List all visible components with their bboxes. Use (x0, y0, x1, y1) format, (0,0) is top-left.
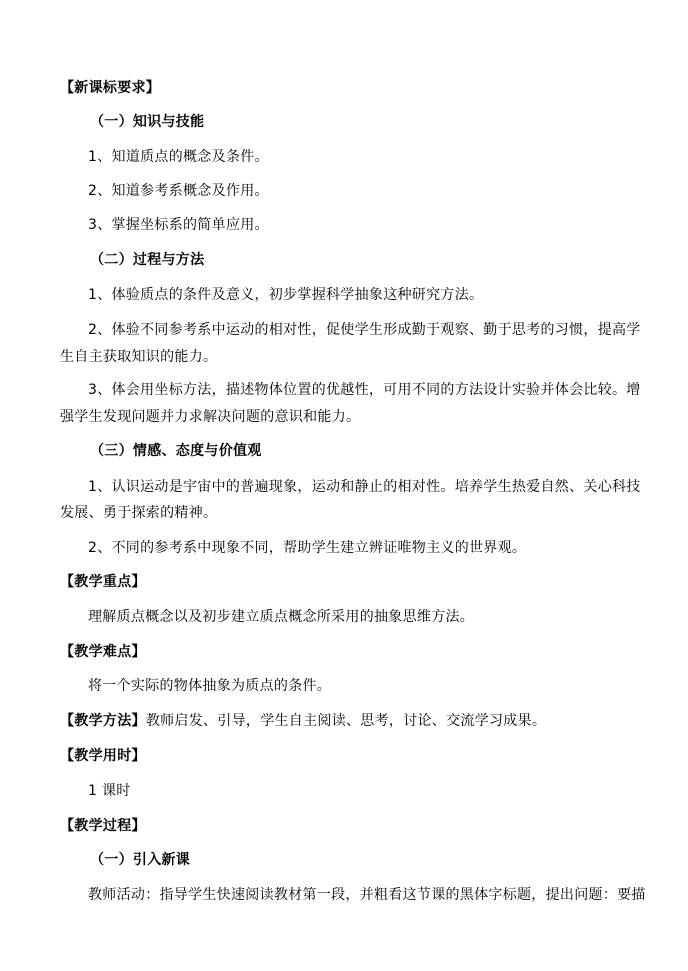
knowledge-item-3: 3、掌握坐标系的简单应用。 (88, 217, 269, 233)
process-item-1: 1、体验质点的条件及意义，初步掌握科学抽象这种研究方法。 (88, 287, 484, 303)
heading-teaching-focus: 【教学重点】 (60, 574, 146, 590)
process-item-2-line2: 生自主获取知识的能力。 (60, 349, 218, 365)
process-item-2-line1: 2、体验不同参考系中运动的相对性，促使学生形成勤于观察、勤于思考的习惯，提高学 (88, 322, 641, 338)
heading-teaching-method: 【教学方法】 (60, 713, 146, 729)
teaching-time-text: 1 课时 (88, 783, 131, 799)
process-item-3-line2: 强学生发现问题并力求解决问题的意识和能力。 (60, 409, 361, 425)
attitude-item-1-line1: 1、认识运动是宇宙中的普遍现象，运动和静止的相对性。培养学生热爱自然、关心科技 (88, 479, 641, 495)
section-knowledge-skills-title: （一）知识与技能 (90, 114, 205, 130)
heading-teaching-difficulty: 【教学难点】 (60, 644, 146, 660)
teaching-method-text: 教师启发、引导，学生自主阅读、思考，讨论、交流学习成果。 (145, 713, 547, 729)
teacher-activity-text: 教师活动：指导学生快速阅读教材第一段，并粗看这节课的黑体字标题，提出问题：要描 (88, 887, 646, 903)
teaching-method-line (60, 712, 546, 730)
section-attitude-values-title: （三）情感、态度与价值观 (90, 443, 262, 459)
knowledge-item-1: 1、知道质点的概念及条件。 (88, 149, 269, 165)
teaching-focus-text: 理解质点概念以及初步建立质点概念所采用的抽象思维方法。 (88, 609, 475, 625)
heading-teaching-process: 【教学过程】 (60, 818, 146, 834)
heading-curriculum-requirements: 【新课标要求】 (60, 80, 161, 96)
process-section-intro-title: （一）引入新课 (90, 852, 191, 868)
knowledge-item-2: 2、知道参考系概念及作用。 (88, 183, 269, 199)
attitude-item-2: 2、不同的参考系中现象不同，帮助学生建立辨证唯物主义的世界观。 (88, 540, 527, 556)
teaching-difficulty-text: 将一个实际的物体抽象为质点的条件。 (88, 678, 332, 694)
heading-teaching-time: 【教学用时】 (60, 748, 146, 764)
process-item-3-line1: 3、体会用坐标方法，描述物体位置的优越性，可用不同的方法设计实验并体会比较。增 (88, 382, 641, 398)
attitude-item-1-line2: 发展、勇于探索的精神。 (60, 505, 218, 521)
section-process-methods-title: （二）过程与方法 (90, 252, 205, 268)
